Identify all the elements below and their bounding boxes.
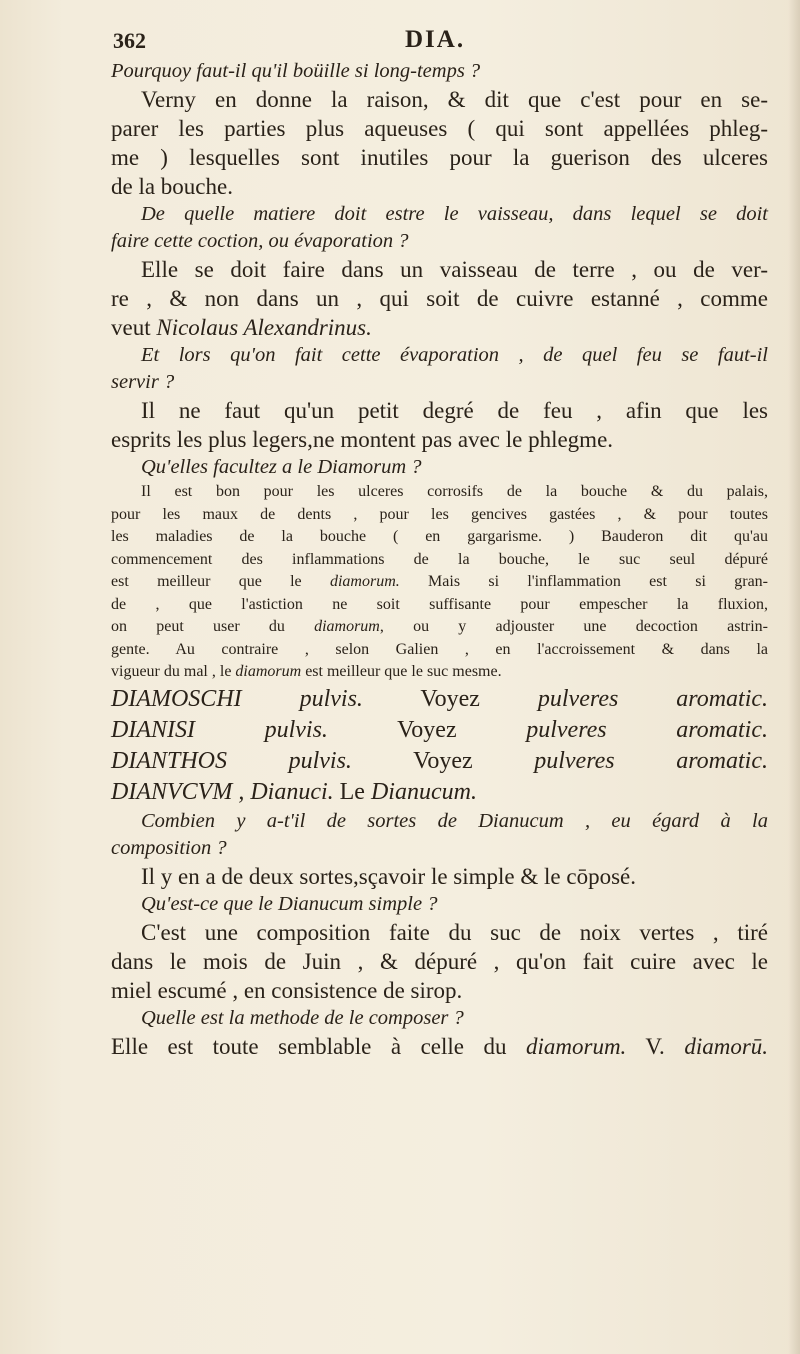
text-segment: Qu'est-ce que le <box>141 892 279 915</box>
text-segment: diamorum. <box>526 1033 627 1059</box>
text-segment: Nicolaus Alexandrinus. <box>156 315 372 340</box>
text-segment: Elle se doit faire dans un vaisseau de terre , ou de ver- <box>141 257 768 282</box>
question-line <box>111 1005 768 1032</box>
note-line <box>111 616 768 639</box>
text-segment: de , que l'astiction ne soit suffisante pour empescher la fluxion, <box>111 595 768 613</box>
text-segment: Verny en donne la raison, & dit que c'est pour en se- <box>141 87 768 112</box>
entry-line <box>111 746 768 777</box>
text-line <box>111 976 768 1005</box>
text-segment: dans le mois de Juin , & dépuré , qu'on fait cuire avec le <box>111 948 768 974</box>
note-line <box>111 504 768 527</box>
text-segment: Il ne faut qu'un petit degré de feu , afin que les <box>141 398 768 423</box>
text-segment: Dianucum. <box>370 778 477 805</box>
text-segment: Et lors qu'on fait cette évaporation , de quel feu se faut-il <box>141 344 768 366</box>
text-segment: V. <box>626 1033 685 1059</box>
text-segment: Voyez <box>351 747 535 774</box>
text-segment: Voyez <box>327 716 527 743</box>
text-segment: re , & non dans un , qui soit de cuivre estanné , comme <box>111 286 768 311</box>
text-segment: DIANISI pulvis. <box>111 716 328 743</box>
text-segment: pulveres aromatic. <box>537 685 769 712</box>
text-segment: Diamorum ? <box>317 456 422 478</box>
text-line <box>111 313 768 342</box>
text-segment: diamorum. <box>329 573 400 590</box>
text-segment: Qu'elles facultez a le <box>141 456 318 478</box>
text-segment: miel escumé , en consistence de sirop. <box>111 977 463 1003</box>
note-line <box>111 594 768 617</box>
text-line <box>111 862 768 891</box>
page-header <box>113 20 763 60</box>
page-edge-shadow <box>788 0 800 1354</box>
text-segment: DIAMOSCHI pulvis. <box>111 685 363 712</box>
text-segment: C'est une composition faite du suc de noix vertes , tiré <box>141 919 768 945</box>
text-segment: gente. Au contraire , selon Galien , en l'accroissement & dans la <box>111 640 768 658</box>
question-line <box>111 835 768 862</box>
text-segment: Voyez <box>362 685 538 712</box>
text-segment: Dianucum <box>278 892 364 915</box>
text-segment: Pourquoy faut-il qu'il boüille si long-temps ? <box>111 60 481 82</box>
note-line <box>111 639 768 662</box>
text-line <box>111 396 768 425</box>
text-segment: diamorum <box>314 618 380 635</box>
text-segment: veut <box>111 315 157 340</box>
text-segment: , ou y adjouster une decoction astrin- <box>379 618 768 635</box>
text-segment: DIANVCVM , Dianuci. <box>111 778 334 805</box>
text-segment: faire cette coction, ou évaporation ? <box>111 230 409 252</box>
text-line <box>111 172 768 201</box>
page-body <box>111 58 768 1061</box>
text-segment: commencement des inflammations de la bouche, le suc seul dépuré <box>111 550 768 568</box>
page-number: 362 <box>113 28 146 53</box>
text-line <box>111 143 768 172</box>
note-line <box>111 549 768 572</box>
text-segment: Il est bon pour les ulceres corrosifs de la bouche & du palais, <box>141 483 768 500</box>
text-line <box>111 1032 768 1061</box>
note-line <box>111 526 768 549</box>
text-segment: me ) lesquelles sont inutiles pour la guerison des ulceres <box>111 145 768 170</box>
question-line <box>111 342 768 369</box>
text-line <box>111 255 768 284</box>
text-segment: parer les parties plus aqueuses ( qui sont appellées phleg- <box>111 116 768 141</box>
text-line <box>111 284 768 313</box>
text-segment: Il y en a de deux sortes,sçavoir le simple & le cōposé. <box>141 863 636 889</box>
text-segment: Dianucum <box>478 809 564 832</box>
text-segment: servir ? <box>111 371 175 393</box>
text-segment: pulveres aromatic. <box>534 747 768 774</box>
text-segment: esprits les plus legers,ne montent pas avec le phlegme. <box>111 427 614 452</box>
text-segment: est meilleur que le <box>111 573 330 590</box>
text-segment: Quelle est la methode de le composer ? <box>141 1006 464 1029</box>
text-segment: de la bouche. <box>111 174 233 199</box>
text-line <box>111 85 768 114</box>
text-line <box>111 947 768 976</box>
text-segment: DIANTHOS pulvis. <box>111 747 352 774</box>
text-segment: pour les maux de dents , pour les gencives gastées , & pour toutes <box>111 505 768 523</box>
question-line <box>111 201 768 228</box>
question-line <box>111 228 768 255</box>
text-segment: Mais si l'inflammation est si gran- <box>399 573 769 590</box>
text-segment: composition ? <box>111 836 227 859</box>
question-line <box>111 454 768 481</box>
text-segment: simple ? <box>363 892 438 915</box>
text-segment: on peut user du <box>111 618 315 635</box>
running-head: DIA. <box>405 26 466 53</box>
question-line <box>111 808 768 835</box>
question-line <box>111 369 768 396</box>
text-segment: est meilleur que le suc mesme. <box>301 663 502 680</box>
text-segment: , eu égard à la <box>563 809 768 832</box>
text-segment: Le <box>333 778 371 805</box>
text-segment: De quelle matiere doit estre le vaisseau, dans lequel se doit <box>141 203 768 225</box>
note-line <box>111 481 768 504</box>
text-segment: pulveres aromatic. <box>526 716 768 743</box>
text-line <box>111 425 768 454</box>
text-segment: diamorum <box>235 663 302 680</box>
text-line <box>111 114 768 143</box>
text-segment: diamorū. <box>684 1033 769 1059</box>
entry-line <box>111 715 768 746</box>
text-segment: Combien y a-t'il de sortes de <box>141 809 479 832</box>
text-segment: les maladies de la bouche ( en gargarisme. ) Bauderon dit qu'au <box>111 528 768 545</box>
question-line <box>111 58 768 85</box>
text-line <box>111 918 768 947</box>
question-line <box>111 891 768 918</box>
text-segment: vigueur du mal , le <box>111 663 236 680</box>
entry-line <box>111 777 768 808</box>
text-segment: Elle est toute semblable à celle du <box>111 1033 526 1059</box>
entry-line <box>111 684 768 715</box>
note-line <box>111 571 768 594</box>
note-line <box>111 661 768 684</box>
